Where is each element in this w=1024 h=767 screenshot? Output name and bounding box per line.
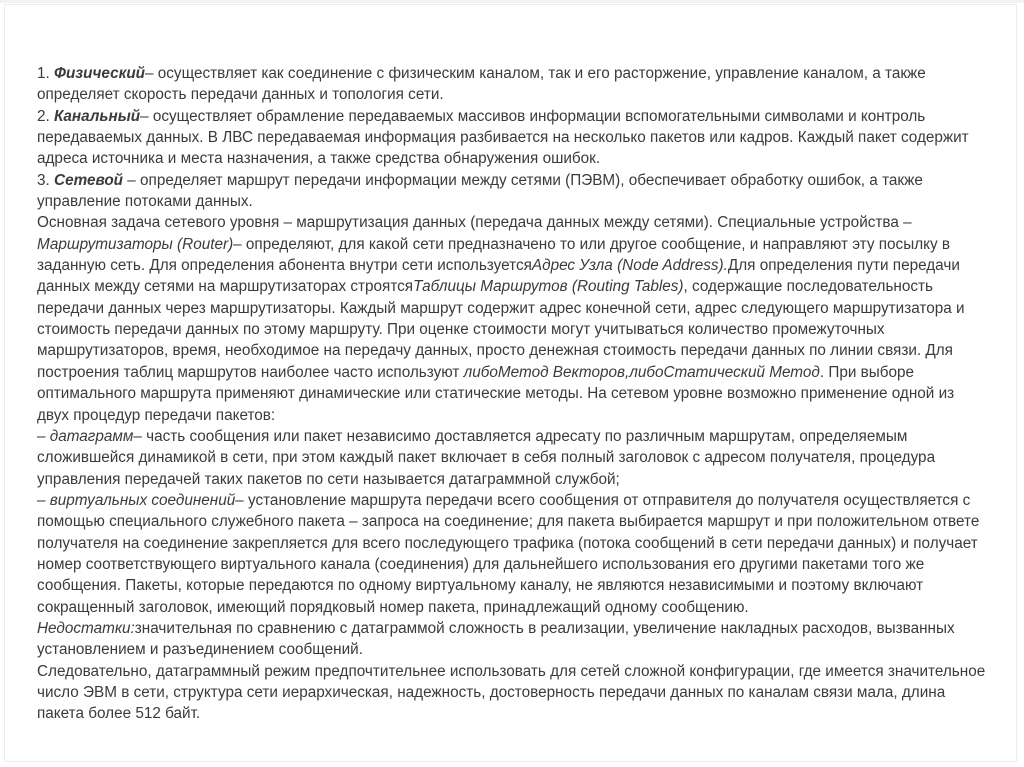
document-text (37, 63, 989, 725)
text-segment: Физический (54, 65, 146, 82)
text-segment: Основная задача сетевого уровня – маршрутизация данных (передача данных между сетями). Специальные устройства – (37, 214, 912, 232)
text-segment: 2. (37, 107, 55, 125)
text-segment: – определяет маршрут передачи информации между сетями (ПЭВМ), обеспечивает обработку ошибок, а также управление потоками данных. (37, 171, 923, 211)
text-segment: – осуществляет обрамление передаваемых массивов информации вспомогательными символами и контроль передаваемых данных. В ЛВС передаваемая информация разбивается на несколько пакетов или кадров. Каждый пакет содержит адреса источника и места назначения, а также средства обнаружения ошибок. (37, 107, 969, 168)
text-segment: Для определения пути передачи данных между сетями на маршрутизаторах строятся (37, 257, 960, 296)
text-segment: Маршрутизаторы (Router) (37, 235, 234, 253)
text-segment: – осуществляет как соединение с физическим каналом, так и его расторжение, управление каналом, а также определяет скорость передачи данных и топология сети. (37, 65, 926, 104)
text-segment: – (37, 491, 50, 509)
slide-top-edge (0, 0, 1024, 3)
text-segment: датаграмм (49, 427, 134, 445)
paragraph (37, 106, 989, 170)
text-segment: – установление маршрута передачи всего сообщения от отправителя до получателя осуществляется с помощью специального служебного пакета – запроса на соединение; для пакета выбирается маршрут и при положительном ответе получателя на соединение закрепляется для всего последующего трафика (потока сообщений в сети передачи данных) и получает номер соответствующего виртуального канала (соединения) для дальнейшего использования его другими пакетами того же сообщения. Пакеты, которые передаются по одному виртуальному каналу, не являются независимыми и поэтому включают сокращенный заголовок, имеющий порядковый номер пакета, принадлежащий одному сообщению. (37, 491, 980, 616)
paragraph (37, 490, 989, 618)
text-segment: либоМетод Векторов,либоСтатический Метод (463, 363, 820, 381)
text-segment: значительная по сравнению с датаграммой сложность в реализации, увеличение накладных расходов, вызванных установлением и разъединением сообщений. (37, 619, 955, 659)
paragraph (37, 212, 989, 425)
paragraph (37, 618, 989, 661)
text-segment: – (37, 427, 50, 445)
text-segment: – часть сообщения или пакет независимо доставляется адресату по различным маршрутам, определяемым сложившейся динамикой в сети, при этом каждый пакет включает в себя полный заголовок с адресом получателя, процедура управления передачей таких пакетов по сети называется датаграммной службой; (37, 427, 936, 488)
text-segment: , содержащие последовательность передачи данных через маршрутизаторы. Каждый маршрут содержит адрес конечной сети, адрес следующего маршрутизатора и стоимость передачи данных по этому маршруту. При оценке стоимости могут учитываться количество промежуточных маршрутизаторов, время, необходимое на передачу данных, просто денежная стоимость передачи данных по линии связи. Для построения таблиц маршрутов наиболее часто используют (37, 278, 965, 381)
text-segment: Недостатки: (37, 619, 135, 637)
text-segment: Сетевой (54, 171, 124, 189)
text-segment: . При выборе оптимального маршрута применяют динамические или статические методы. На сетевом уровне возможно применение одной из двух процедур передачи пакетов: (37, 363, 955, 424)
text-segment: 3. (37, 171, 55, 189)
paragraph (37, 63, 989, 106)
paragraph (37, 661, 989, 725)
paragraph (37, 170, 989, 213)
text-segment: Следовательно, датаграммный режим предпочтительнее использовать для сетей сложной конфигурации, где имеется значительное число ЭВМ в сети, структура сети иерархическая, надежность, достоверность передачи данных по каналам связи мала, длина пакета более 512 байт. (37, 662, 986, 723)
text-segment: 1. (37, 65, 55, 82)
text-segment: виртуальных соединений (49, 491, 236, 509)
text-segment: Адрес Узла (Node Address). (531, 257, 728, 275)
text-segment: Таблицы Маршрутов (Routing Tables) (413, 278, 684, 296)
text-segment: Канальный (54, 107, 141, 125)
text-segment: – определяют, для какой сети предназначено то или другое сообщение, и направляют эту посылку в заданную сеть. Для определения абонента внутри сети используется (37, 235, 951, 275)
paragraph (37, 426, 989, 490)
